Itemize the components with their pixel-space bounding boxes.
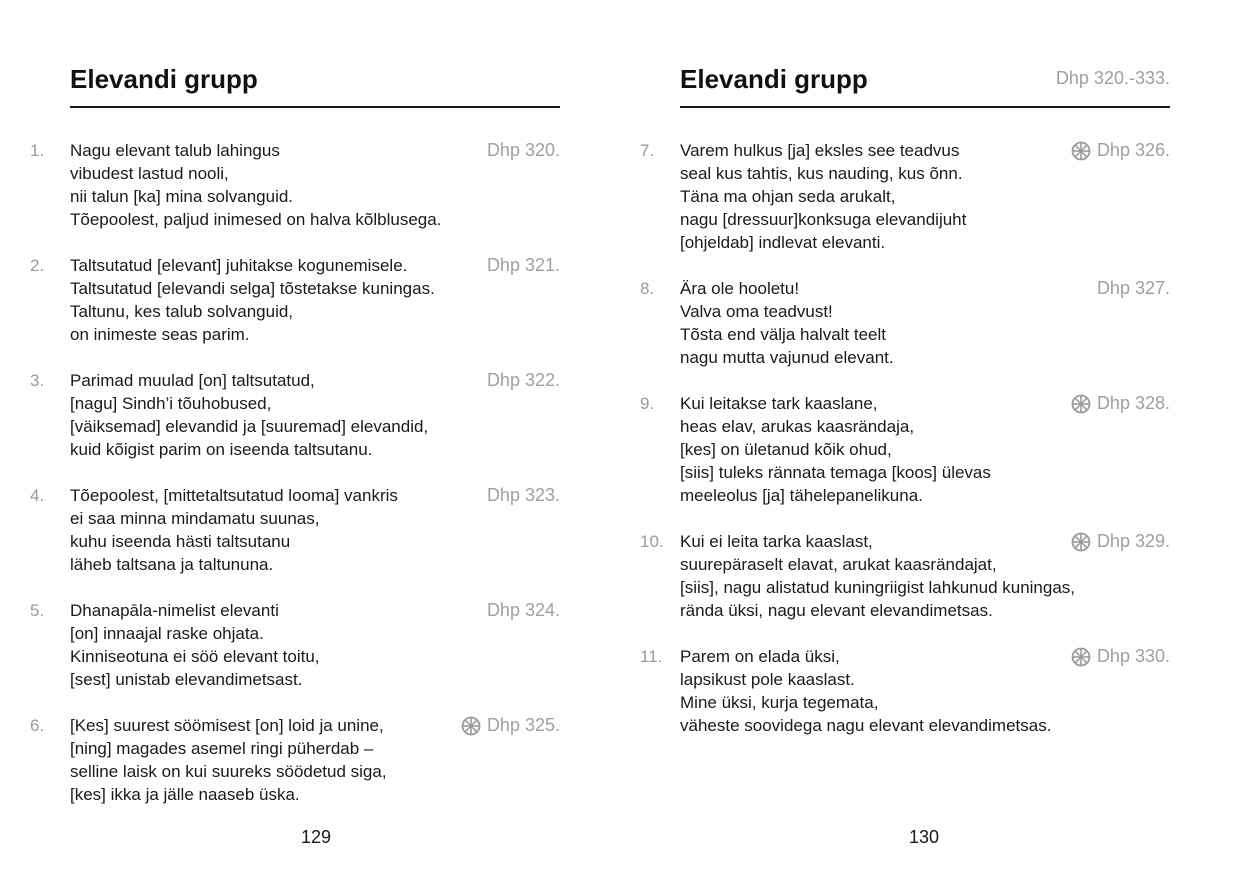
verse-reference	[1071, 139, 1170, 162]
verse-line: Kui ei leita tarka kaaslast,	[680, 532, 873, 551]
verse-number: 8.	[640, 279, 655, 298]
verse-item	[30, 599, 560, 691]
verse-line: [väiksemad] elevandid ja [suuremad] elevandid,	[70, 417, 429, 436]
verse-number: 6.	[30, 716, 45, 735]
verse-number: 10.	[640, 532, 664, 551]
verse-number: 3.	[30, 371, 45, 390]
verse-reference	[1071, 645, 1170, 668]
verse-reference-label: Dhp 325.	[486, 715, 560, 735]
verse-line: Nagu elevant talub lahingus	[70, 141, 280, 160]
page-number: 130	[908, 827, 940, 847]
verse-reference	[461, 714, 560, 737]
verse-item	[640, 277, 1170, 369]
page-title: Elevandi grupp	[680, 64, 868, 94]
verse-line: Taltsutatud [elevandi selga] tõstetakse kuningas.	[70, 279, 435, 298]
verse-line: Kui leitakse tark kaaslane,	[680, 394, 878, 413]
dharma-wheel-icon	[1071, 647, 1091, 667]
verse-item	[30, 369, 560, 461]
verse-line: seal kus tahtis, kus nauding, kus õnn.	[680, 164, 963, 183]
verse-reference-label: Dhp 321.	[486, 255, 560, 275]
verse-item	[30, 714, 560, 806]
verse-line: [ohjeldab] indlevat elevanti.	[680, 233, 886, 252]
verse-line: Ära ole hooletu!	[680, 279, 800, 298]
verse-line: [ning] magades asemel ringi püherdab –	[70, 739, 374, 758]
verse-line: [siis], nagu alistatud kuningriigist lahkunud kuningas,	[680, 578, 1076, 597]
verse-list	[30, 139, 560, 829]
verse-line: vibudest lastud nooli,	[70, 164, 229, 183]
chapter-reference: Dhp 320.-333.	[1055, 68, 1170, 88]
verse-reference	[487, 599, 560, 622]
verse-line: [nagu] Sindh’i tõuhobused,	[70, 394, 272, 413]
page-header	[70, 64, 560, 108]
verse-reference-label: Dhp 328.	[1096, 393, 1170, 413]
verse-item	[30, 484, 560, 576]
verse-reference	[487, 139, 560, 162]
verse-line: Parimad muulad [on] taltsutatud,	[70, 371, 315, 390]
verse-line: ei saa minna mindamatu suunas,	[70, 509, 320, 528]
verse-number: 1.	[30, 141, 45, 160]
verse-number: 9.	[640, 394, 655, 413]
dharma-wheel-icon	[1071, 141, 1091, 161]
verse-reference-label: Dhp 329.	[1096, 531, 1170, 551]
verse-number: 2.	[30, 256, 45, 275]
verse-reference	[487, 254, 560, 277]
verse-line: Taltunu, kes talub solvanguid,	[70, 302, 294, 321]
verse-line: kuhu iseenda hästi taltsutanu	[70, 532, 291, 551]
verse-reference-label: Dhp 320.	[486, 140, 560, 160]
verse-line: nagu [dressuur]konksuga elevandijuht	[680, 210, 967, 229]
verse-line: nii talun [ka] mina solvanguid.	[70, 187, 294, 206]
verse-line: rända üksi, nagu elevant elevandimetsas.	[680, 601, 993, 620]
verse-reference	[487, 484, 560, 507]
verse-reference-label: Dhp 330.	[1096, 646, 1170, 666]
verse-line: [Kes] suurest söömisest [on] loid ja unine,	[70, 716, 384, 735]
verse-reference-label: Dhp 327.	[1096, 278, 1170, 298]
dharma-wheel-icon	[461, 716, 481, 736]
verse-number: 5.	[30, 601, 45, 620]
verse-line: Tõepoolest, paljud inimesed on halva kõlblusega.	[70, 210, 442, 229]
verse-reference	[487, 369, 560, 392]
verse-line: väheste soovidega nagu elevant elevandimetsas.	[680, 716, 1052, 735]
verse-line: selline laisk on kui suureks söödetud siga,	[70, 762, 387, 781]
page-title: Elevandi grupp	[70, 64, 258, 94]
verse-reference	[1071, 530, 1170, 553]
verse-item	[640, 139, 1170, 254]
verse-item	[640, 392, 1170, 507]
page-number: 129	[300, 827, 332, 847]
verse-line: läheb taltsana ja taltununa.	[70, 555, 274, 574]
verse-reference	[1071, 392, 1170, 415]
verse-line: meeleolus [ja] tähelepanelikuna.	[680, 486, 923, 505]
verse-line: lapsikust pole kaaslast.	[680, 670, 855, 689]
verse-reference-label: Dhp 324.	[486, 600, 560, 620]
verse-reference-label: Dhp 323.	[486, 485, 560, 505]
verse-line: suurepäraselt elavat, arukat kaasrändajat,	[680, 555, 997, 574]
verse-number: 4.	[30, 486, 45, 505]
verse-line: Varem hulkus [ja] eksles see teadvus	[680, 141, 960, 160]
verse-line: Parem on elada üksi,	[680, 647, 840, 666]
verse-line: nagu mutta vajunud elevant.	[680, 348, 894, 367]
verse-line: [sest] unistab elevandimetsast.	[70, 670, 303, 689]
verse-line: [siis] tuleks rännata temaga [koos] ülevas	[680, 463, 991, 482]
verse-line: Kinniseotuna ei söö elevant toitu,	[70, 647, 320, 666]
dharma-wheel-icon	[1071, 394, 1091, 414]
verse-reference-label: Dhp 322.	[486, 370, 560, 390]
verse-line: Valva oma teadvust!	[680, 302, 833, 321]
verse-item	[640, 530, 1170, 622]
verse-number: 7.	[640, 141, 655, 160]
right-page	[640, 0, 1240, 875]
verse-line: kuid kõigist parim on iseenda taltsutanu.	[70, 440, 373, 459]
verse-line: Mine üksi, kurja tegemata,	[680, 693, 879, 712]
dharma-wheel-icon	[1071, 532, 1091, 552]
verse-line: Tõsta end välja halvalt teelt	[680, 325, 887, 344]
page-header	[680, 64, 1170, 108]
verse-item	[30, 139, 560, 231]
verse-line: heas elav, arukas kaasrändaja,	[680, 417, 915, 436]
verse-list	[640, 139, 1170, 760]
verse-line: Dhanapāla-nimelist elevanti	[70, 601, 279, 620]
verse-line: [on] innaajal raske ohjata.	[70, 624, 264, 643]
verse-line: Täna ma ohjan seda arukalt,	[680, 187, 896, 206]
verse-item	[640, 645, 1170, 737]
verse-reference	[1097, 277, 1170, 300]
left-page	[30, 0, 630, 875]
verse-line: [kes] ikka ja jälle naaseb üska.	[70, 785, 300, 804]
verse-item	[30, 254, 560, 346]
verse-line: [kes] on ületanud kõik ohud,	[680, 440, 892, 459]
verse-number: 11.	[640, 647, 663, 666]
verse-reference-label: Dhp 326.	[1096, 140, 1170, 160]
verse-line: Tõepoolest, [mittetaltsutatud looma] vankris	[70, 486, 398, 505]
verse-line: Taltsutatud [elevant] juhitakse kogunemisele.	[70, 256, 408, 275]
verse-line: on inimeste seas parim.	[70, 325, 250, 344]
